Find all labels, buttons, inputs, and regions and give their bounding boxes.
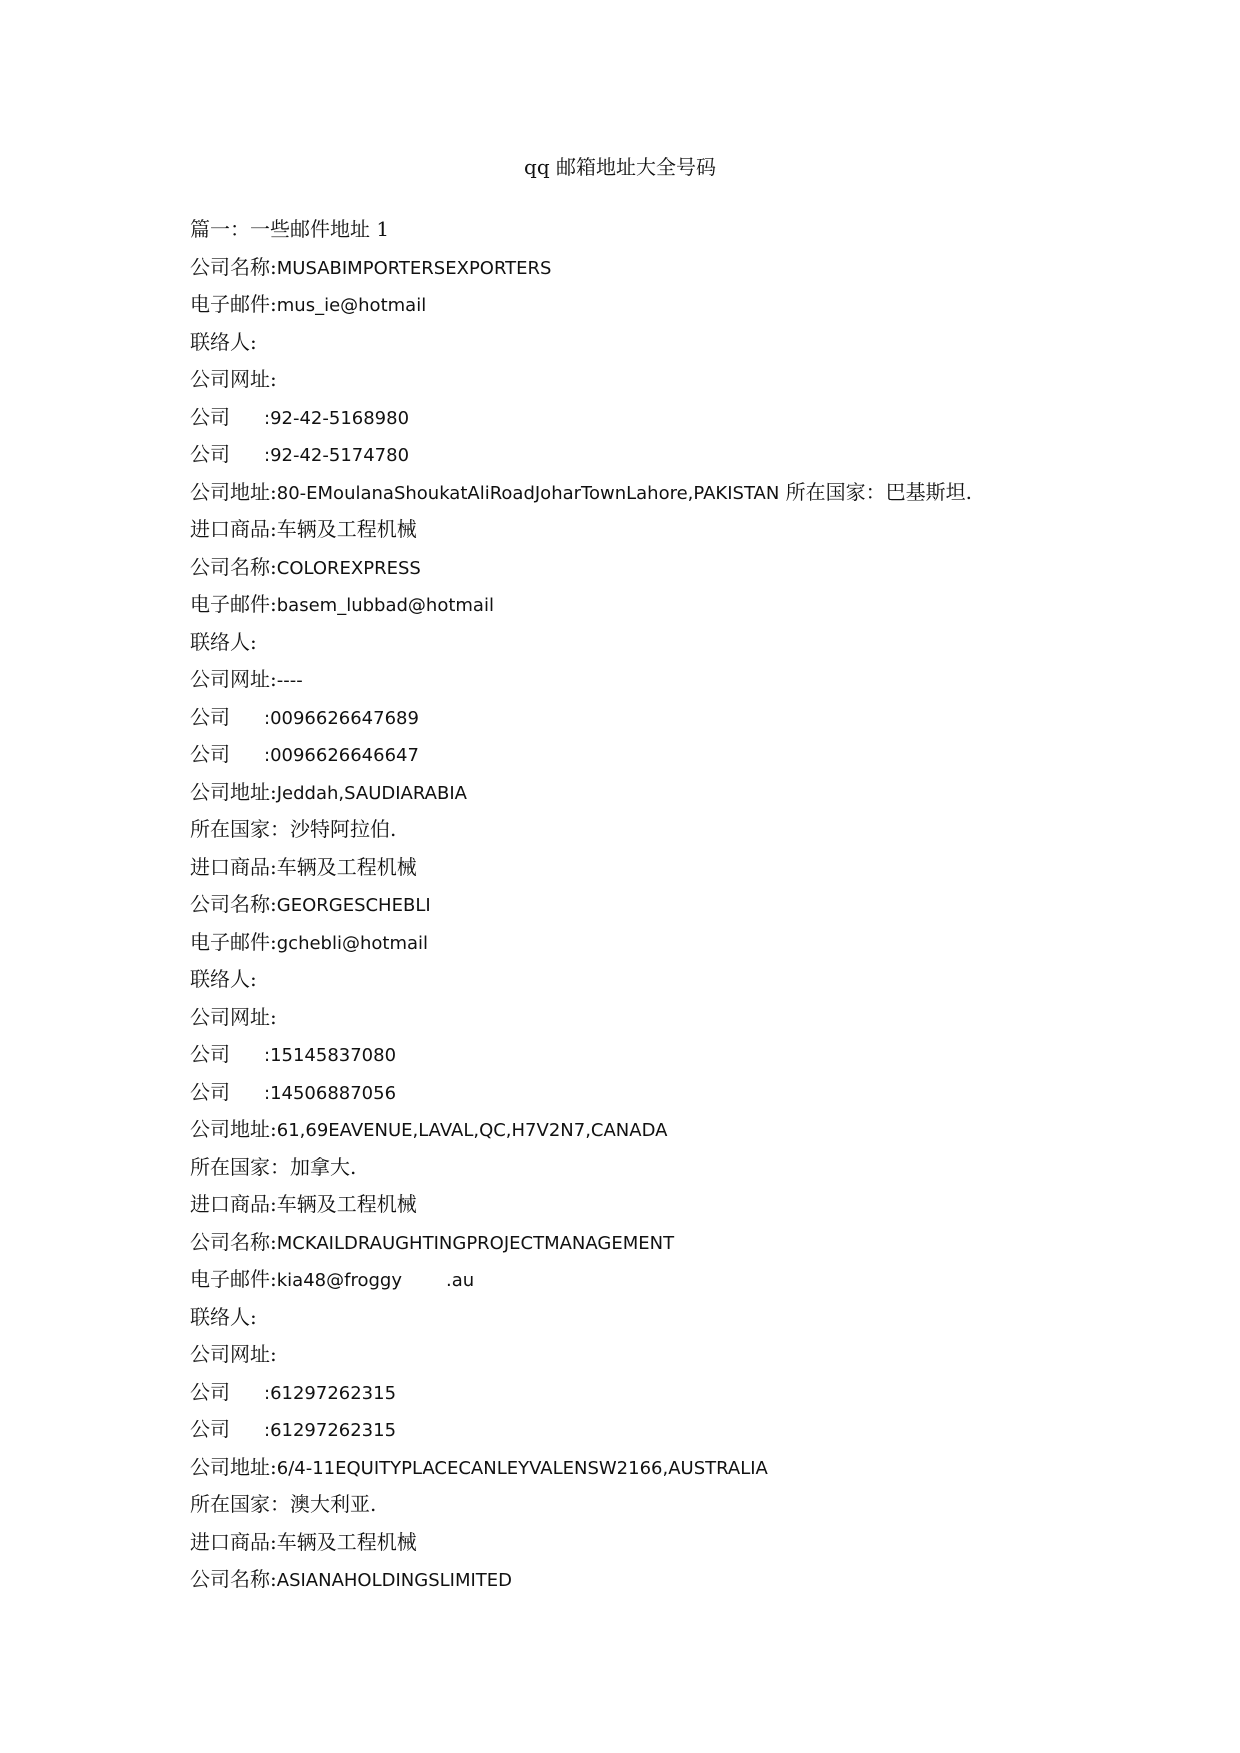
email-line: 电子邮件:mus_ie@hotmail (190, 292, 427, 316)
email-line: 电子邮件:gchebli@hotmail (190, 929, 429, 954)
imports-line: 进口商品:车辆及工程机械 (190, 854, 417, 879)
phone-line: 公司 :61297262315 (190, 1379, 397, 1404)
contact-line: 联络人: (190, 329, 257, 354)
email-line: 电子邮件:kia48@froggy .au (190, 1267, 475, 1291)
website-line: 公司网址: (190, 367, 277, 391)
address-line: 公司地址:61,69EAVENUE,LAVAL,QC,H7V2N7,CANADA (190, 1117, 668, 1141)
address-list (190, 211, 1190, 1599)
email-line: 电子邮件:basem_lubbad@hotmail (190, 592, 494, 616)
phone-line: 公司 :92-42-5174780 (190, 442, 410, 466)
address-line: 公司地址:6/4-11EQUITYPLACECANLEYVALENSW2166,AUSTRALIA (190, 1454, 768, 1479)
section-heading: 篇一：一些邮件地址 1 (190, 217, 390, 241)
company-name-line: 公司名称:COLOREXPRESS (190, 554, 421, 579)
company-name-line: 公司名称:MCKAILDRAUGHTINGPROJECTMANAGEMENT (190, 1229, 675, 1254)
company-name-line: 公司名称:ASIANAHOLDINGSLIMITED (190, 1567, 513, 1591)
phone-line: 公司 :0096626647689 (190, 704, 419, 729)
phone-line: 公司 :14506887056 (190, 1079, 397, 1104)
country-line: 所在国家：沙特阿拉伯. (190, 817, 397, 841)
phone-line: 公司 :15145837080 (190, 1042, 397, 1066)
imports-line: 进口商品:车辆及工程机械 (190, 517, 417, 541)
country-line: 所在国家：加拿大. (190, 1154, 357, 1179)
phone-line: 公司 :0096626646647 (190, 742, 419, 766)
website-line: 公司网址:---- (190, 667, 303, 691)
contact-line: 联络人: (190, 1304, 257, 1329)
imports-line: 进口商品:车辆及工程机械 (190, 1192, 417, 1216)
website-line: 公司网址: (190, 1004, 277, 1029)
phone-line: 公司 :61297262315 (190, 1417, 397, 1441)
address-line: 公司地址:Jeddah,SAUDIARABIA (190, 779, 467, 804)
document-title: qq 邮箱地址大全号码 (524, 155, 716, 179)
country-line: 所在国家：澳大利亚. (190, 1492, 377, 1516)
contact-line: 联络人: (190, 967, 257, 991)
company-name-line: 公司名称:GEORGESCHEBLI (190, 892, 431, 916)
address-line: 公司地址:80-EMoulanaShoukatAliRoadJoharTownLahore,PAKISTAN 所在国家：巴基斯坦. (190, 479, 973, 504)
imports-line: 进口商品:车辆及工程机械 (190, 1529, 417, 1554)
company-name-line: 公司名称:MUSABIMPORTERSEXPORTERS (190, 254, 552, 279)
contact-line: 联络人: (190, 629, 257, 654)
website-line: 公司网址: (190, 1342, 277, 1366)
phone-line: 公司 :92-42-5168980 (190, 404, 410, 429)
